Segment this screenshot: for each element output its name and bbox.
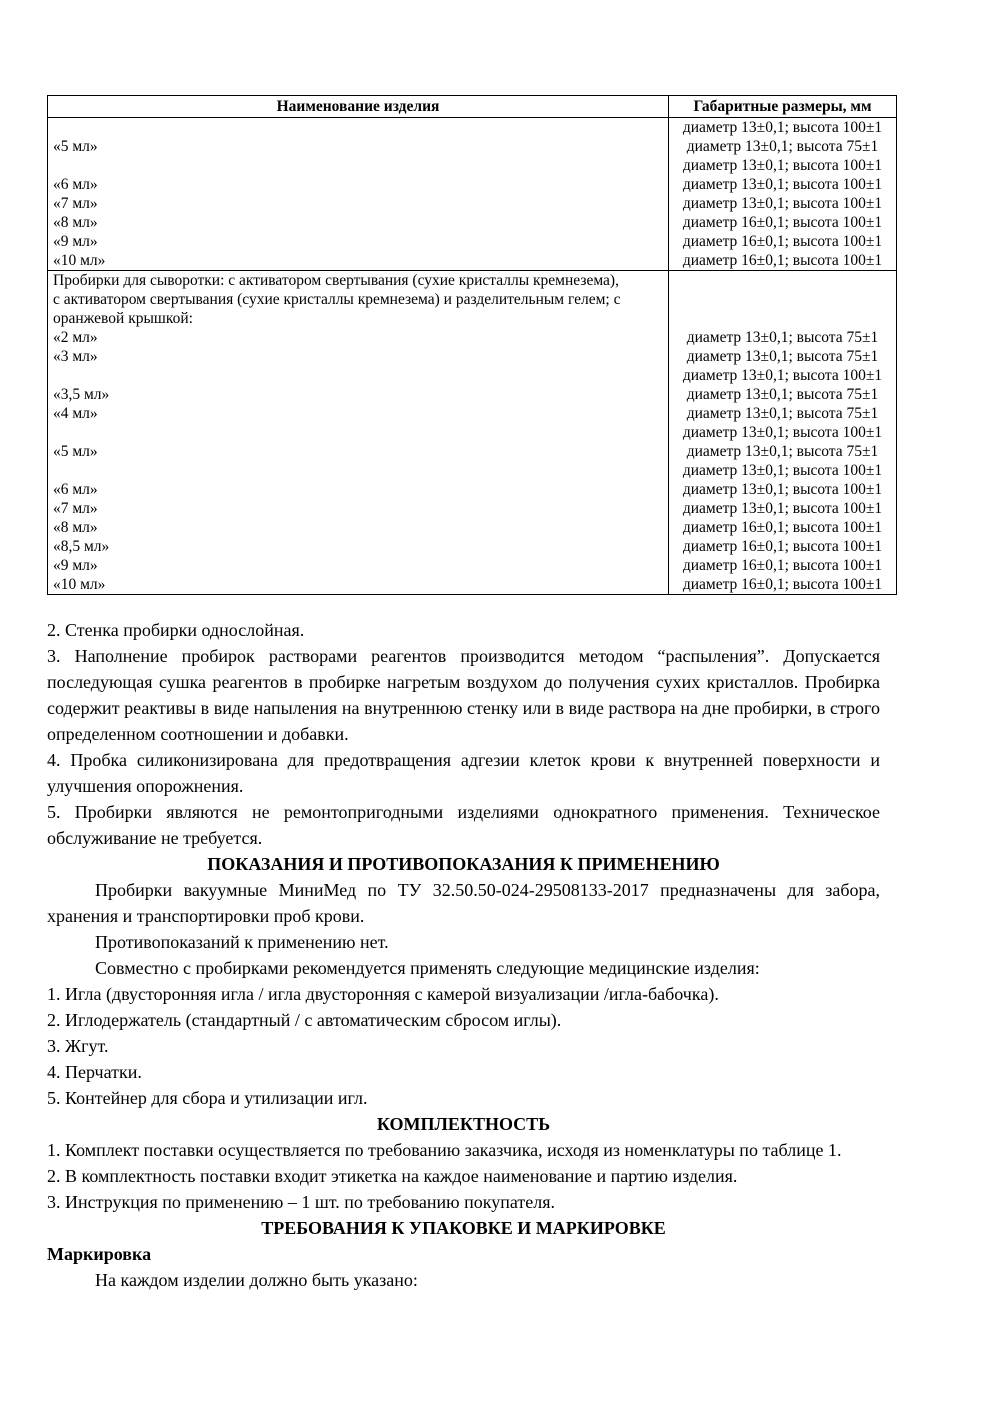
table-row (48, 328, 896, 347)
row-label: «2 мл» (53, 329, 98, 346)
row-dimension (668, 271, 896, 328)
document-body (47, 617, 880, 1293)
construction-item-2: 2. Стенка пробирки однослойная. (47, 620, 305, 640)
table-row (48, 537, 896, 556)
table-row (48, 575, 896, 594)
row-label (48, 156, 668, 175)
row-dimension: диаметр 13±0,1; высота 100±1 (668, 499, 896, 518)
row-dimension: диаметр 13±0,1; высота 100±1 (668, 194, 896, 213)
row-dimension: диаметр 13±0,1; высота 75±1 (668, 404, 896, 423)
construction-item-4: 4. Пробка силиконизирована для предотвращения адгезии клеток крови к внутренней поверхности и улучшения опорожнения. (47, 750, 880, 796)
table-row (48, 518, 896, 537)
row-label: «8 мл» (53, 519, 98, 536)
row-dimension: диаметр 13±0,1; высота 100±1 (668, 156, 896, 175)
row-dimension: диаметр 13±0,1; высота 100±1 (668, 118, 896, 137)
row-dimension: диаметр 13±0,1; высота 75±1 (668, 442, 896, 461)
row-label: «3 мл» (53, 348, 98, 365)
completeness-item: 2. В комплектность поставки входит этикетка на каждое наименование и партию изделия. (47, 1166, 738, 1186)
product-size-table (47, 95, 897, 595)
row-dimension: диаметр 16±0,1; высота 100±1 (668, 251, 896, 270)
construction-item-5: 5. Пробирки являются не ремонтопригодными изделиями однократного применения. Техническое обслуживание не требуется. (47, 802, 880, 848)
completeness-heading: КОМПЛЕКТНОСТЬ (376, 1114, 551, 1134)
table-row (48, 442, 896, 461)
row-label: «9 мл» (53, 557, 98, 574)
row-dimension: диаметр 13±0,1; высота 100±1 (668, 461, 896, 480)
table-row (48, 423, 896, 442)
table-row (48, 366, 896, 385)
row-dimension: диаметр 16±0,1; высота 100±1 (668, 537, 896, 556)
row-label: «8,5 мл» (53, 538, 110, 555)
row-dimension: диаметр 16±0,1; высота 100±1 (668, 518, 896, 537)
row-label: «5 мл» (53, 138, 98, 155)
row-label: «9 мл» (53, 233, 98, 250)
row-dimension: диаметр 16±0,1; высота 100±1 (668, 556, 896, 575)
indications-paragraph-2: Противопоказаний к применению нет. (95, 932, 389, 952)
table-row (48, 118, 896, 137)
table-row (48, 461, 896, 480)
row-label: «7 мл» (53, 500, 98, 517)
row-dimension: диаметр 13±0,1; высота 100±1 (668, 423, 896, 442)
row-label: «6 мл» (53, 176, 98, 193)
row-dimension: диаметр 13±0,1; высота 75±1 (668, 328, 896, 347)
completeness-item: 1. Комплект поставки осуществляется по требованию заказчика, исходя из номенклатуры по таблице 1. (47, 1140, 842, 1160)
row-dimension: диаметр 16±0,1; высота 100±1 (668, 232, 896, 251)
row-label: «10 мл» (53, 252, 106, 269)
marking-subheading: Маркировка (47, 1244, 152, 1264)
indications-paragraph-3: Совместно с пробирками рекомендуется применять следующие медицинские изделия: (95, 958, 760, 978)
completeness-item: 3. Инструкция по применению – 1 шт. по требованию покупателя. (47, 1192, 555, 1212)
table-row (48, 404, 896, 423)
row-label (48, 461, 668, 480)
row-label (48, 118, 668, 137)
indications-paragraph-1: Пробирки вакуумные МиниМед по ТУ 32.50.50-024-29508133-2017 предназначены для забора, хранения и транспортировки проб крови. (47, 880, 880, 926)
row-label: «10 мл» (53, 576, 106, 593)
dimensions-column-header: Габаритные размеры, мм (668, 96, 896, 117)
row-label: «8 мл» (53, 214, 98, 231)
row-label (48, 423, 668, 442)
row-label: «4 мл» (53, 405, 98, 422)
table-row (48, 347, 896, 366)
indications-list-item: 2. Иглодержатель (стандартный / с автоматическим сбросом иглы). (47, 1010, 562, 1030)
table-row (48, 556, 896, 575)
table-row (48, 480, 896, 499)
row-label: «5 мл» (53, 443, 98, 460)
section-description: Пробирки для сыворотки: с активатором свертывания (сухие кристаллы кремнезема), с активатором свертывания (сухие кристаллы кремнезема) и разделительным гелем; с оранжевой крышкой: (53, 272, 621, 327)
row-label: «7 мл» (53, 195, 98, 212)
indications-list-item: 1. Игла (двусторонняя игла / игла двусторонняя с камерой визуализации /игла-бабочка). (47, 984, 719, 1004)
indications-heading: ПОКАЗАНИЯ И ПРОТИВОПОКАЗАНИЯ К ПРИМЕНЕНИЮ (207, 854, 720, 874)
table-row (48, 232, 896, 251)
table-row (48, 194, 896, 213)
row-dimension: диаметр 13±0,1; высота 75±1 (668, 385, 896, 404)
construction-item-3: 3. Наполнение пробирок растворами реагентов производится методом “распыления”. Допускается последующая сушка реагентов в пробирке нагретым воздухом до получения сухих кристаллов. Пробирка содержит реактивы в виде напыления на внутреннюю стенку или в виде раствора на дне пробирки, в строго определенном соотношении и добавки. (47, 646, 880, 744)
row-label (48, 366, 668, 385)
indications-list-item: 4. Перчатки. (47, 1062, 142, 1082)
table-row (48, 175, 896, 194)
row-label: «3,5 мл» (53, 386, 110, 403)
marking-paragraph-1: На каждом изделии должно быть указано: (95, 1270, 418, 1290)
row-dimension: диаметр 16±0,1; высота 100±1 (668, 575, 896, 594)
table-row (48, 213, 896, 232)
indications-list-item: 3. Жгут. (47, 1036, 109, 1056)
indications-list-item: 5. Контейнер для сбора и утилизации игл. (47, 1088, 368, 1108)
row-label: «6 мл» (53, 481, 98, 498)
packaging-heading: ТРЕБОВАНИЯ К УПАКОВКЕ И МАРКИРОВКЕ (261, 1218, 666, 1238)
table-header-row (48, 96, 896, 118)
table-description-row (48, 271, 896, 328)
product-name-column-header: Наименование изделия (276, 98, 440, 115)
table-row (48, 156, 896, 175)
row-dimension: диаметр 16±0,1; высота 100±1 (668, 213, 896, 232)
row-dimension: диаметр 13±0,1; высота 100±1 (668, 480, 896, 499)
table-section-1 (48, 118, 896, 270)
row-dimension: диаметр 13±0,1; высота 100±1 (668, 175, 896, 194)
table-section-2 (48, 270, 896, 594)
table-row (48, 385, 896, 404)
table-row (48, 251, 896, 270)
table-row (48, 137, 896, 156)
row-dimension: диаметр 13±0,1; высота 75±1 (668, 137, 896, 156)
row-dimension: диаметр 13±0,1; высота 75±1 (668, 347, 896, 366)
row-dimension: диаметр 13±0,1; высота 100±1 (668, 366, 896, 385)
table-row (48, 499, 896, 518)
